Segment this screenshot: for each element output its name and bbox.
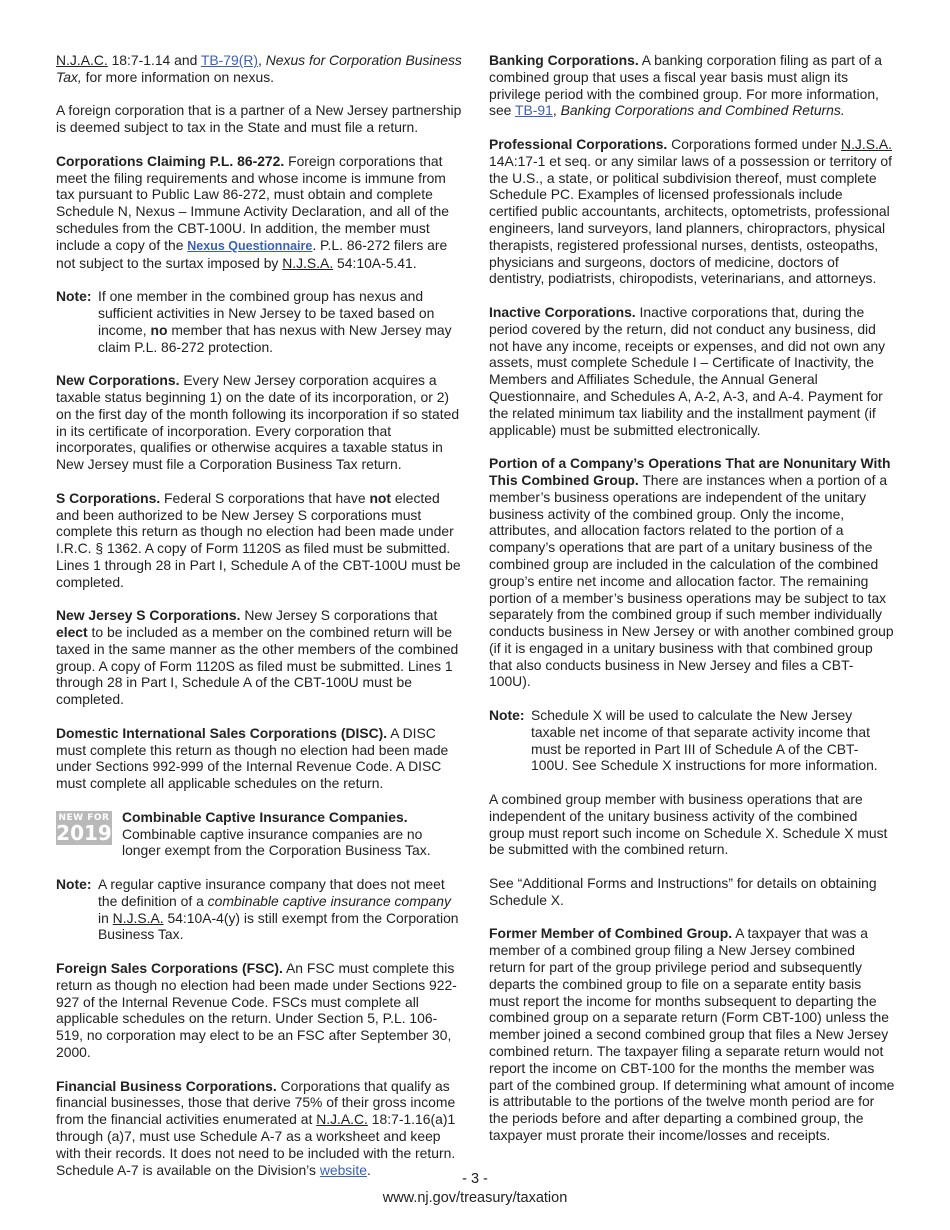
disc-section: Domestic International Sales Corporations (DISC). A DISC must complete this return as though no election had been made under Sections 992-999 of the Internal Revenue Code. A DISC must complete all applicable schedules on the return. xyxy=(56,724,449,792)
page-number: - 3 - xyxy=(462,1171,488,1187)
njac-reference: N.J.A.C. xyxy=(56,52,108,68)
njac-reference: N.J.A.C. xyxy=(316,1111,368,1128)
captive-insurance-text: Combinable Captive Insurance Companies. Combinable captive insurance companies are no longer exempt from the Corporation Business Tax. xyxy=(122,808,431,859)
note-label: Note: xyxy=(489,707,525,724)
fsc-heading: Foreign Sales Corporations (FSC). xyxy=(56,960,283,977)
publication-title: Nexus for Corporation Business Tax, xyxy=(56,52,462,85)
professional-section: Professional Corporations. Corporations formed under N.J.S.A. 14A:17-1 et seq. or any similar laws of a possession or territory of the U.S., a state, or political subdivision thereof, must complete Schedule PC. Examples of licensed professionals include certified public accountants, architects, optometrists, professional engineers, land surveyors, land planners, chiropractors, physical therapists, registered professional nurses, dentists, osteopaths, physicians and surgeons, doctors of medicine, doctors of dentistry, podiatrists, chiropodists, veterinarians, and attorneys. xyxy=(489,135,893,287)
tb91-link[interactable]: TB-91 xyxy=(515,102,553,119)
tb79r-link[interactable]: TB-79(R) xyxy=(200,52,259,68)
nexus-reference: N.J.A.C. 18:7-1.14 and TB-79(R), Nexus for Corporation Business Tax, for more information on nexus. xyxy=(56,52,462,85)
note-schedule-x xyxy=(489,707,895,774)
pl86272-heading: Corporations Claiming P.L. 86-272. xyxy=(56,152,285,169)
former-member-section: Former Member of Combined Group. A taxpayer that was a member of a combined group filing a New Jersey combined return for part of the group privilege period and subsequently departs the combined group to file on a separate entity basis must report the income for months subsequent to departing the combined group on a separate return (Form CBT-100) unless the member joined a second combined group that files a New Jersey combined return. The taxpayer filing a separate return would not report the income on CBT-100 for the months the member was part of the combined group. If determining what amount of income is attributable to the portions of the twelve month period are for the periods before and after departing a combined group, the taxpayer must prorate their income/losses and receipts. xyxy=(489,925,895,1143)
right-column xyxy=(489,52,895,1161)
combined-member-paragraph: A combined group member with business operations that are independent of the unitary business activity of the combined group must report such income on Schedule X. Schedule X must be submitted with the combined return. xyxy=(489,791,888,858)
disc-heading: Domestic International Sales Corporations (DISC). xyxy=(56,724,388,741)
note-pl86272 xyxy=(56,288,464,355)
note-label: Note: xyxy=(56,288,92,305)
note-captive xyxy=(56,876,464,943)
footer-website: www.nj.gov/treasury/taxation xyxy=(382,1190,568,1206)
banking-heading: Banking Corporations. xyxy=(489,52,639,68)
inactive-section: Inactive Corporations. Inactive corporations that, during the period covered by the return, did not conduct any business, did not have any income, receipts or expenses, and did not own any assets, must complete Schedule I – Certificate of Inactivity, the Members and Affiliates Schedule, the Annual General Questionnaire, and Schedules A, A-2, A-3, and A-4. Payment for the related minimum tax liability and the installment payment (if applicable) must be submitted electronically. xyxy=(489,303,886,438)
new-corporations-heading: New Corporations. xyxy=(56,372,180,389)
note-body: Schedule X will be used to calculate the New Jersey taxable net income of that separate activity income that must be reported in Part III of Schedule A of the CBT-100U. See Schedule X instructions for more information. xyxy=(531,707,878,774)
professional-heading: Professional Corporations. xyxy=(489,135,668,152)
nexus-questionnaire-link[interactable]: Nexus Questionnaire xyxy=(187,238,313,253)
s-corporations-heading: S Corporations. xyxy=(56,489,161,506)
note-body: If one member in the combined group has nexus and sufficient activities in New Jersey to be taxed based on income, no member that has nexus with New Jersey may claim P.L. 86-272 protection. xyxy=(98,288,452,355)
inactive-heading: Inactive Corporations. xyxy=(489,303,636,320)
financial-business-heading: Financial Business Corporations. xyxy=(56,1077,277,1094)
website-link[interactable]: website xyxy=(319,1161,367,1178)
foreign-partner-paragraph: A foreign corporation that is a partner of a New Jersey partnership is deemed subject to tax in the State and must file a return. xyxy=(56,102,462,136)
financial-business-section: Financial Business Corporations. Corporations that qualify as financial businesses, those that derive 75% of their gross income from the financial activities enumerated at N.J.A.C. 18:7-1.16(a)1 through (a)7, must use Schedule A-7 as a worksheet and keep with their records. It does not need to be included with the return. Schedule A-7 is available on the Division’s website. xyxy=(56,1077,456,1178)
nj-s-corporations-heading: New Jersey S Corporations. xyxy=(56,607,241,624)
see-additional-forms-paragraph: See “Additional Forms and Instructions” for details on obtaining Schedule X. xyxy=(489,875,877,908)
publication-title: Banking Corporations and Combined Returns. xyxy=(560,102,845,119)
s-corporations-section: S Corporations. Federal S corporations that have not elected and been authorized to be New Jersey S corporations must complete this return as though no election had been made under I.R.C. § 1362. A copy of Form 1120S as filed must be submitted. Lines 1 through 28 in Part I, Schedule A of the CBT-100U must be completed. xyxy=(56,489,461,590)
former-member-heading: Former Member of Combined Group. xyxy=(489,925,733,942)
new-for-2019-badge: NEW FOR 2019 xyxy=(56,812,112,845)
new-corporations-section: New Corporations. Every New Jersey corporation acquires a taxable status beginning 1) on the date of its incorporation, or 2) on the first day of the month following its incorporation if so stated in its certificate of incorporation. Every corporation that incorporates, qualifies or otherwise acquires a taxable status in New Jersey must file a Corporation Business Tax return. xyxy=(56,372,460,473)
left-column xyxy=(56,52,464,1195)
banking-section: Banking Corporations. A banking corporation filing as part of a combined group that uses a fiscal year basis must align its privilege period with the combined group. For more information, see TB-91, Banking Corporations and Combined Returns. xyxy=(489,52,882,119)
njsa-reference: N.J.S.A. xyxy=(282,254,334,271)
note-label: Note: xyxy=(56,876,92,893)
pl86272-section: Corporations Claiming P.L. 86-272. Foreign corporations that meet the filing requirements and whose income is immune from tax pursuant to Public Law 86-272, must obtain and complete Schedule N, Nexus – Immune Activity Declaration, and all of the schedules from the CBT-100U. In addition, the member must include a copy of the Nexus Questionnaire. P.L. 86-272 filers are not subject to the surtax imposed by N.J.S.A. 54:10A-5.41. xyxy=(56,152,449,271)
nj-s-corporations-section: New Jersey S Corporations. New Jersey S corporations that elect to be included as a member on the combined return will be taxed in the same manner as the other members of the combined group. A copy of Form 1120S as filed must be submitted. Lines 1 through 28 in Part I, Schedule A of the CBT-100U must be completed. xyxy=(56,607,459,708)
nonunitary-section: Portion of a Company’s Operations That are Nonunitary With This Combined Group. There are instances when a portion of a member’s business operations are independent of the unitary business activity of the combined group. Only the income, attributes, and allocation factors related to the portion of a company’s operations that are part of a unitary business of the combined group are included in the calculation of the combined group’s entire net income and allocation factor. The remaining portion of a member’s business operations may be subject to tax separately from the combined group if such member individually conducts business in New Jersey or with another combined group (if it is engaged in a unitary business with that combined group that also conducts business in New Jersey and files a CBT-100U). xyxy=(489,455,894,690)
njsa-reference: N.J.S.A. xyxy=(841,135,892,152)
note-body: A regular captive insurance company that does not meet the definition of a combinable captive insurance company in N.J.S.A. 54:10A-4(y) is still exempt from the Corporation Business Tax. xyxy=(98,876,459,943)
captive-insurance-heading: Combinable Captive Insurance Companies. xyxy=(122,808,408,825)
captive-insurance-section xyxy=(56,809,464,859)
njsa-reference: N.J.S.A. xyxy=(112,909,164,926)
fsc-section: Foreign Sales Corporations (FSC). An FSC must complete this return as though no election had been made under Sections 922-927 of the Internal Revenue Code. FSCs must complete all applicable schedules on the return. Under Section 5, P.L. 106-519, no corporation may elect to be an FSC after September 30, 2000. xyxy=(56,960,457,1061)
nonunitary-heading: Portion of a Company’s Operations That are Nonunitary With This Combined Group. xyxy=(489,455,891,488)
